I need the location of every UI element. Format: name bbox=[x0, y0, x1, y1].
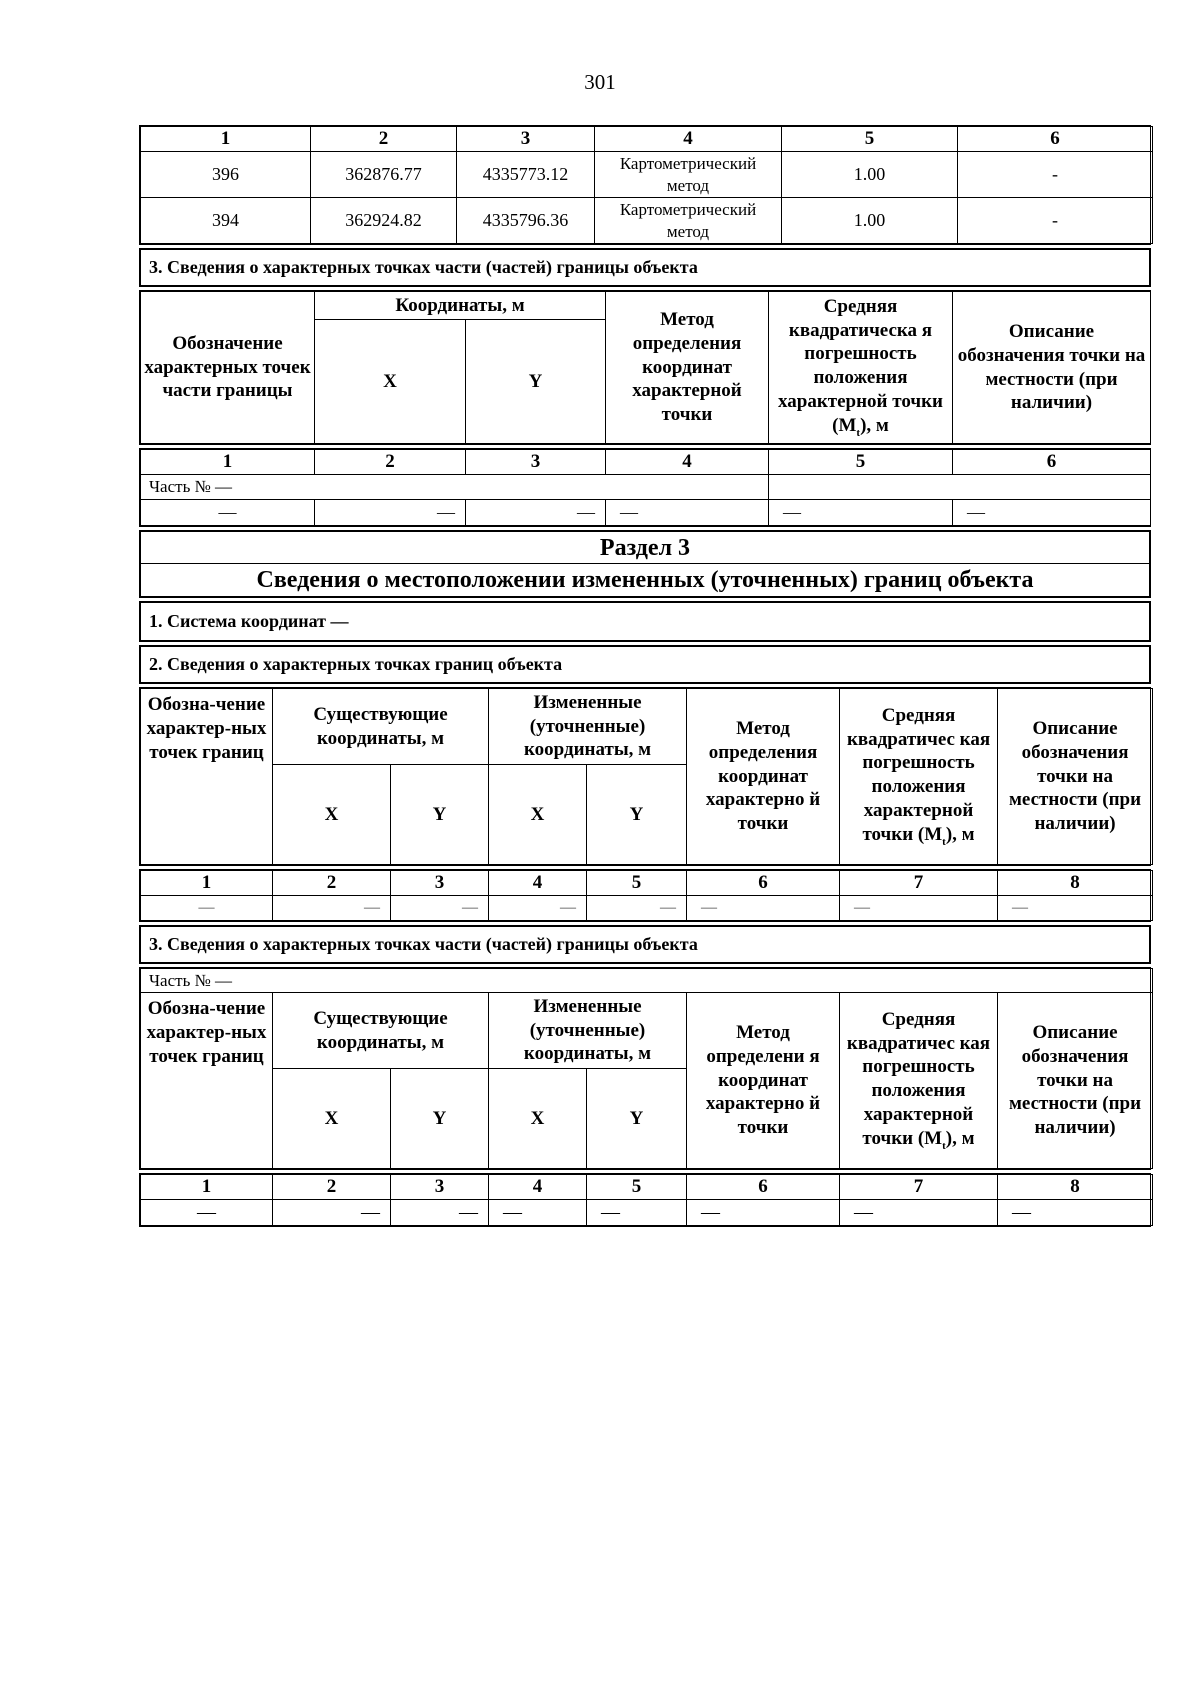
col-number: 4 bbox=[595, 127, 782, 152]
description: - bbox=[958, 198, 1153, 244]
h-method: Метод определения координат характерно й точки bbox=[687, 689, 840, 865]
col-number: 6 bbox=[953, 450, 1151, 475]
col-number: 5 bbox=[587, 871, 687, 896]
h-x: X bbox=[489, 1069, 587, 1169]
h-x: X bbox=[273, 765, 391, 865]
sec3-part3-body bbox=[140, 1174, 1153, 1226]
sec3-part2-body-block bbox=[139, 869, 1151, 922]
sec3-part2-header-block bbox=[139, 687, 1151, 866]
sec3-part2-body bbox=[140, 870, 1153, 921]
col-number: 3 bbox=[457, 127, 595, 152]
coord-x: 362876.77 bbox=[311, 152, 457, 198]
col-number: 6 bbox=[958, 127, 1153, 152]
h-description: Описание обозначения точки на местности (при наличии) bbox=[953, 292, 1151, 444]
table-row bbox=[141, 152, 1153, 198]
top-table bbox=[140, 126, 1153, 244]
col-number: 4 bbox=[606, 450, 769, 475]
h-y: Y bbox=[391, 765, 489, 865]
col-number: 1 bbox=[141, 1175, 273, 1200]
sec3-part3-caption-block bbox=[139, 925, 1151, 964]
h-designation: Обозна-чение характер-ных точек границ bbox=[141, 689, 273, 865]
sec2-part3-caption-block bbox=[139, 248, 1151, 287]
col-number: 1 bbox=[141, 871, 273, 896]
col-number: 7 bbox=[840, 1175, 998, 1200]
description: - bbox=[958, 152, 1153, 198]
col-number: 2 bbox=[315, 450, 466, 475]
part-label: Часть № — bbox=[141, 969, 1153, 993]
point-id: 394 bbox=[141, 198, 311, 244]
h-changed: Измененные (уточненные) координаты, м bbox=[489, 993, 687, 1069]
h-method: Метод определени я координат характерно й точки bbox=[687, 993, 840, 1169]
h-y: Y bbox=[587, 1069, 687, 1169]
h-method: Метод определения координат характерной точки bbox=[606, 292, 769, 444]
col-number: 4 bbox=[489, 871, 587, 896]
method: Картометрический метод bbox=[595, 198, 782, 244]
coord-system-block bbox=[139, 601, 1151, 642]
sec3-part2-header bbox=[140, 688, 1153, 865]
top-table-block bbox=[139, 125, 1151, 245]
h-x: X bbox=[489, 765, 587, 865]
col-number: 5 bbox=[769, 450, 953, 475]
section-caption: 3. Сведения о характерных точках части (частей) границы объекта bbox=[141, 927, 1150, 963]
coord-y: 4335796.36 bbox=[457, 198, 595, 244]
part-row bbox=[141, 475, 1151, 500]
col-number: 1 bbox=[141, 450, 315, 475]
h-description: Описание обозначения точки на местности (при наличии) bbox=[998, 993, 1153, 1169]
col-number: 5 bbox=[587, 1175, 687, 1200]
sec2-part3-body bbox=[140, 449, 1151, 526]
error-value: 1.00 bbox=[782, 198, 958, 244]
document-sheet bbox=[139, 125, 1151, 1227]
number-row bbox=[141, 871, 1153, 896]
h-y: Y bbox=[391, 1069, 489, 1169]
sec3-part3-header bbox=[140, 968, 1153, 1169]
table-row: — — — — — — — — bbox=[141, 896, 1153, 921]
section-title: Раздел 3 bbox=[141, 532, 1150, 564]
coord-x: 362924.82 bbox=[311, 198, 457, 244]
col-number: 3 bbox=[391, 1175, 489, 1200]
col-number: 7 bbox=[840, 871, 998, 896]
h-y: Y bbox=[587, 765, 687, 865]
col-number: 3 bbox=[391, 871, 489, 896]
h-description: Описание обозначения точки на местности (при наличии) bbox=[998, 689, 1153, 865]
coord-system: 1. Система координат — bbox=[141, 603, 1150, 641]
table-row bbox=[141, 198, 1153, 244]
h-x: X bbox=[315, 320, 466, 444]
col-number: 8 bbox=[998, 1175, 1153, 1200]
section3-title-block bbox=[139, 530, 1151, 598]
sec2-part3-body-block bbox=[139, 448, 1151, 527]
h-existing: Существующие координаты, м bbox=[273, 689, 489, 765]
h-error: Средняя квадратичес кая погрешность положения характерной точки $(M_t)$, м bbox=[840, 993, 998, 1169]
h-changed: Измененные (уточненные) координаты, м bbox=[489, 689, 687, 765]
col-number: 8 bbox=[998, 871, 1153, 896]
sec3-part3-body-block bbox=[139, 1173, 1151, 1227]
sec3-part2-caption-block bbox=[139, 645, 1151, 684]
table-row: — — — — — — — — bbox=[141, 1200, 1153, 1226]
col-number: 1 bbox=[141, 127, 311, 152]
h-error: Средняя квадратическа я погрешность положения характерной точки $(M_t)$, м bbox=[769, 292, 953, 444]
col-number: 3 bbox=[466, 450, 606, 475]
section-caption: 2. Сведения о характерных точках границ объекта bbox=[141, 647, 1150, 683]
col-number: 5 bbox=[782, 127, 958, 152]
sec2-part3-header-block bbox=[139, 290, 1151, 445]
h-designation: Обозна-чение характер-ных точек границ bbox=[141, 993, 273, 1169]
number-row bbox=[141, 1175, 1153, 1200]
method: Картометрический метод bbox=[595, 152, 782, 198]
top-table-header bbox=[141, 127, 1153, 152]
error-value: 1.00 bbox=[782, 152, 958, 198]
h-y: Y bbox=[466, 320, 606, 444]
col-number: 4 bbox=[489, 1175, 587, 1200]
col-number: 2 bbox=[273, 871, 391, 896]
h-error: Средняя квадратичес кая погрешность положения характерной точки $(M_t)$, м bbox=[840, 689, 998, 865]
section-subtitle: Сведения о местоположении измененных (уточненных) границ объекта bbox=[141, 564, 1150, 597]
h-coords: Координаты, м bbox=[315, 292, 606, 320]
coord-y: 4335773.12 bbox=[457, 152, 595, 198]
table-row: — — — — — — bbox=[141, 500, 1151, 526]
section-caption: 3. Сведения о характерных точках части (частей) границы объекта bbox=[141, 250, 1150, 286]
h-designation: Обозначение характерных точек части границы bbox=[141, 292, 315, 444]
h-x: X bbox=[273, 1069, 391, 1169]
col-number: 6 bbox=[687, 871, 840, 896]
sec2-part3-header bbox=[140, 291, 1151, 444]
part-label: Часть № — bbox=[141, 475, 769, 500]
point-id: 396 bbox=[141, 152, 311, 198]
col-number: 6 bbox=[687, 1175, 840, 1200]
number-row bbox=[141, 450, 1151, 475]
sec3-part3-header-block bbox=[139, 967, 1151, 1170]
page-number: 301 bbox=[584, 70, 616, 94]
h-existing: Существующие координаты, м bbox=[273, 993, 489, 1069]
col-number: 2 bbox=[311, 127, 457, 152]
col-number: 2 bbox=[273, 1175, 391, 1200]
